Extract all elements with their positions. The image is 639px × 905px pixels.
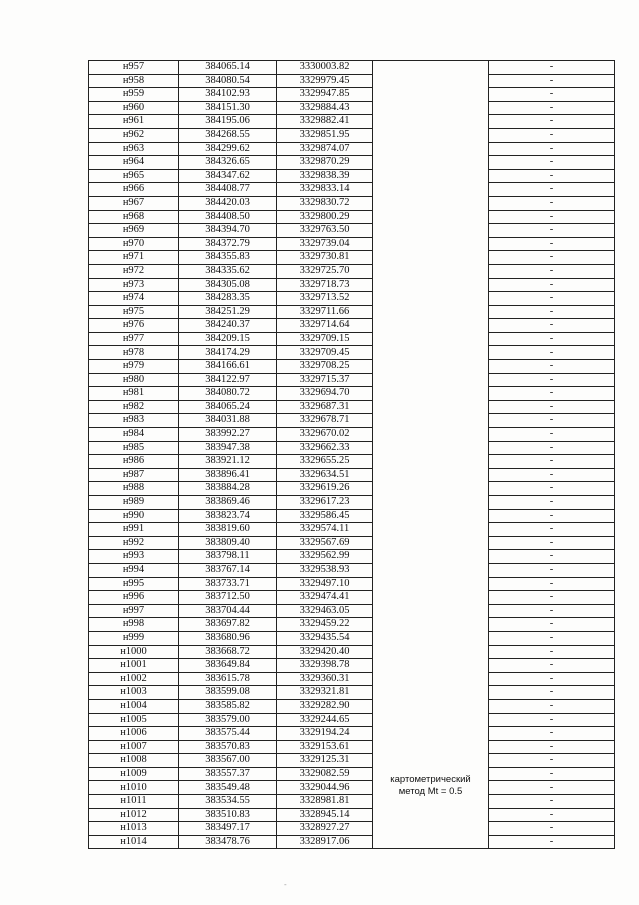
x-coordinate-cell: 384151.30 (179, 101, 277, 115)
table-row (89, 373, 615, 387)
point-name-cell: н996 (89, 591, 179, 605)
table-row (89, 659, 615, 673)
point-name-cell: н962 (89, 128, 179, 142)
point-name-cell: н998 (89, 618, 179, 632)
table-row (89, 346, 615, 360)
note-cell: - (489, 264, 615, 278)
y-coordinate-cell: 3329655.25 (277, 455, 373, 469)
note-cell: - (489, 591, 615, 605)
note-cell: - (489, 74, 615, 88)
y-coordinate-cell: 3329947.85 (277, 88, 373, 102)
note-cell: - (489, 577, 615, 591)
note-cell: - (489, 686, 615, 700)
x-coordinate-cell: 383819.60 (179, 523, 277, 537)
y-coordinate-cell: 3329833.14 (277, 183, 373, 197)
table-row (89, 74, 615, 88)
note-cell: - (489, 550, 615, 564)
note-cell: - (489, 292, 615, 306)
y-coordinate-cell: 3329884.43 (277, 101, 373, 115)
note-cell: - (489, 183, 615, 197)
point-name-cell: н966 (89, 183, 179, 197)
note-cell: - (489, 101, 615, 115)
table-row (89, 740, 615, 754)
y-coordinate-cell: 3329709.15 (277, 332, 373, 346)
note-cell: - (489, 224, 615, 238)
x-coordinate-cell: 383615.78 (179, 672, 277, 686)
table-row (89, 428, 615, 442)
x-coordinate-cell: 383798.11 (179, 550, 277, 564)
point-name-cell: н981 (89, 387, 179, 401)
point-name-cell: н984 (89, 428, 179, 442)
table-row (89, 61, 615, 75)
point-name-cell: н1004 (89, 699, 179, 713)
note-cell: - (489, 767, 615, 781)
x-coordinate-cell: 384195.06 (179, 115, 277, 129)
table-row (89, 264, 615, 278)
table-row (89, 631, 615, 645)
note-cell: - (489, 781, 615, 795)
table-row (89, 169, 615, 183)
point-name-cell: н959 (89, 88, 179, 102)
note-cell: - (489, 169, 615, 183)
x-coordinate-cell: 383823.74 (179, 509, 277, 523)
y-coordinate-cell: 3329730.81 (277, 251, 373, 265)
x-coordinate-cell: 383697.82 (179, 618, 277, 632)
point-name-cell: н990 (89, 509, 179, 523)
note-cell: - (489, 61, 615, 75)
note-cell: - (489, 332, 615, 346)
y-coordinate-cell: 3329870.29 (277, 156, 373, 170)
table-row (89, 237, 615, 251)
y-coordinate-cell: 3329715.37 (277, 373, 373, 387)
note-cell: - (489, 156, 615, 170)
table-row (89, 441, 615, 455)
table-row (89, 115, 615, 129)
note-cell: - (489, 373, 615, 387)
y-coordinate-cell: 3329586.45 (277, 509, 373, 523)
y-coordinate-cell: 3329678.71 (277, 414, 373, 428)
method-accuracy: метод Mt = 0.5 (398, 785, 463, 797)
note-cell: - (489, 631, 615, 645)
point-name-cell: н967 (89, 196, 179, 210)
point-name-cell: н987 (89, 468, 179, 482)
point-name-cell: н999 (89, 631, 179, 645)
y-coordinate-cell: 3329082.59 (277, 767, 373, 781)
note-cell: - (489, 360, 615, 374)
table-row (89, 754, 615, 768)
x-coordinate-cell: 384299.62 (179, 142, 277, 156)
x-coordinate-cell: 384355.83 (179, 251, 277, 265)
x-coordinate-cell: 383680.96 (179, 631, 277, 645)
note-cell: - (489, 645, 615, 659)
y-coordinate-cell: 3329713.52 (277, 292, 373, 306)
point-name-cell: н997 (89, 604, 179, 618)
note-cell: - (489, 618, 615, 632)
x-coordinate-cell: 383557.37 (179, 767, 277, 781)
y-coordinate-cell: 3329709.45 (277, 346, 373, 360)
table-row (89, 672, 615, 686)
y-coordinate-cell: 3329282.90 (277, 699, 373, 713)
point-name-cell: н995 (89, 577, 179, 591)
y-coordinate-cell: 3329714.64 (277, 319, 373, 333)
x-coordinate-cell: 383712.50 (179, 591, 277, 605)
x-coordinate-cell: 383549.48 (179, 781, 277, 795)
y-coordinate-cell: 3329459.22 (277, 618, 373, 632)
y-coordinate-cell: 3329979.45 (277, 74, 373, 88)
note-cell: - (489, 305, 615, 319)
x-coordinate-cell: 383575.44 (179, 727, 277, 741)
point-name-cell: н982 (89, 400, 179, 414)
x-coordinate-cell: 383570.83 (179, 740, 277, 754)
point-name-cell: н1000 (89, 645, 179, 659)
y-coordinate-cell: 3328927.27 (277, 822, 373, 836)
note-cell: - (489, 699, 615, 713)
y-coordinate-cell: 3329497.10 (277, 577, 373, 591)
point-name-cell: н968 (89, 210, 179, 224)
y-coordinate-cell: 3329851.95 (277, 128, 373, 142)
point-name-cell: н973 (89, 278, 179, 292)
point-name-cell: н1010 (89, 781, 179, 795)
point-name-cell: н964 (89, 156, 179, 170)
point-name-cell: н971 (89, 251, 179, 265)
y-coordinate-cell: 3329194.24 (277, 727, 373, 741)
x-coordinate-cell: 384326.65 (179, 156, 277, 170)
y-coordinate-cell: 3328945.14 (277, 808, 373, 822)
y-coordinate-cell: 3329321.81 (277, 686, 373, 700)
table-row (89, 496, 615, 510)
point-name-cell: н969 (89, 224, 179, 238)
y-coordinate-cell: 3329763.50 (277, 224, 373, 238)
y-coordinate-cell: 3329708.25 (277, 360, 373, 374)
table-row (89, 332, 615, 346)
note-cell: - (489, 536, 615, 550)
point-name-cell: н1014 (89, 835, 179, 849)
point-name-cell: н963 (89, 142, 179, 156)
note-cell: - (489, 115, 615, 129)
y-coordinate-cell: 3329838.39 (277, 169, 373, 183)
x-coordinate-cell: 384080.54 (179, 74, 277, 88)
point-name-cell: н1005 (89, 713, 179, 727)
note-cell: - (489, 482, 615, 496)
x-coordinate-cell: 384065.14 (179, 61, 277, 75)
table-row (89, 563, 615, 577)
point-name-cell: н958 (89, 74, 179, 88)
note-cell: - (489, 196, 615, 210)
x-coordinate-cell: 383510.83 (179, 808, 277, 822)
x-coordinate-cell: 384209.15 (179, 332, 277, 346)
note-cell: - (489, 400, 615, 414)
note-cell: - (489, 604, 615, 618)
y-coordinate-cell: 3329739.04 (277, 237, 373, 251)
table-row (89, 210, 615, 224)
table-row (89, 618, 615, 632)
note-cell: - (489, 319, 615, 333)
table-row (89, 319, 615, 333)
table-row (89, 360, 615, 374)
point-name-cell: н965 (89, 169, 179, 183)
table-row (89, 482, 615, 496)
y-coordinate-cell: 3329538.93 (277, 563, 373, 577)
x-coordinate-cell: 384394.70 (179, 224, 277, 238)
table-row (89, 686, 615, 700)
table-row (89, 292, 615, 306)
x-coordinate-cell: 383599.08 (179, 686, 277, 700)
x-coordinate-cell: 384420.03 (179, 196, 277, 210)
point-name-cell: н1013 (89, 822, 179, 836)
note-cell: - (489, 713, 615, 727)
y-coordinate-cell: 3329634.51 (277, 468, 373, 482)
point-name-cell: н975 (89, 305, 179, 319)
y-coordinate-cell: 3329662.33 (277, 441, 373, 455)
x-coordinate-cell: 384305.08 (179, 278, 277, 292)
note-cell: - (489, 251, 615, 265)
x-coordinate-cell: 384335.62 (179, 264, 277, 278)
x-coordinate-cell: 384102.93 (179, 88, 277, 102)
table-row (89, 196, 615, 210)
note-cell: - (489, 237, 615, 251)
point-name-cell: н970 (89, 237, 179, 251)
x-coordinate-cell: 383585.82 (179, 699, 277, 713)
point-name-cell: н989 (89, 496, 179, 510)
point-name-cell: н974 (89, 292, 179, 306)
note-cell: - (489, 727, 615, 741)
note-cell: - (489, 414, 615, 428)
x-coordinate-cell: 384251.29 (179, 305, 277, 319)
table-row (89, 713, 615, 727)
note-cell: - (489, 278, 615, 292)
note-cell: - (489, 88, 615, 102)
note-cell: - (489, 822, 615, 836)
y-coordinate-cell: 3329435.54 (277, 631, 373, 645)
note-cell: - (489, 835, 615, 849)
y-coordinate-cell: 3329830.72 (277, 196, 373, 210)
point-name-cell: н979 (89, 360, 179, 374)
method-cell (373, 61, 489, 849)
note-cell: - (489, 346, 615, 360)
note-cell: - (489, 128, 615, 142)
footer-mark: - (284, 880, 287, 889)
point-name-cell: н983 (89, 414, 179, 428)
table-row (89, 305, 615, 319)
y-coordinate-cell: 3329670.02 (277, 428, 373, 442)
x-coordinate-cell: 383649.84 (179, 659, 277, 673)
y-coordinate-cell: 3329718.73 (277, 278, 373, 292)
point-name-cell: н1011 (89, 795, 179, 809)
x-coordinate-cell: 383921.12 (179, 455, 277, 469)
table-row (89, 142, 615, 156)
y-coordinate-cell: 3329398.78 (277, 659, 373, 673)
y-coordinate-cell: 3329711.66 (277, 305, 373, 319)
point-name-cell: н972 (89, 264, 179, 278)
x-coordinate-cell: 384240.37 (179, 319, 277, 333)
x-coordinate-cell: 383567.00 (179, 754, 277, 768)
point-name-cell: н993 (89, 550, 179, 564)
note-cell: - (489, 210, 615, 224)
note-cell: - (489, 428, 615, 442)
point-name-cell: н985 (89, 441, 179, 455)
x-coordinate-cell: 384372.79 (179, 237, 277, 251)
point-name-cell: н1007 (89, 740, 179, 754)
table-row (89, 455, 615, 469)
table-row (89, 414, 615, 428)
point-name-cell: н986 (89, 455, 179, 469)
table-row (89, 128, 615, 142)
coordinates-table (88, 60, 615, 849)
table-row (89, 604, 615, 618)
note-cell: - (489, 740, 615, 754)
point-name-cell: н980 (89, 373, 179, 387)
table-row (89, 278, 615, 292)
method-text (373, 774, 488, 798)
note-cell: - (489, 509, 615, 523)
x-coordinate-cell: 384166.61 (179, 360, 277, 374)
note-cell: - (489, 754, 615, 768)
x-coordinate-cell: 383478.76 (179, 835, 277, 849)
x-coordinate-cell: 384347.62 (179, 169, 277, 183)
x-coordinate-cell: 383896.41 (179, 468, 277, 482)
x-coordinate-cell: 384031.88 (179, 414, 277, 428)
y-coordinate-cell: 3329562.99 (277, 550, 373, 564)
y-coordinate-cell: 3328917.06 (277, 835, 373, 849)
x-coordinate-cell: 384408.50 (179, 210, 277, 224)
point-name-cell: н1001 (89, 659, 179, 673)
table-row (89, 536, 615, 550)
note-cell: - (489, 496, 615, 510)
y-coordinate-cell: 3329420.40 (277, 645, 373, 659)
point-name-cell: н1009 (89, 767, 179, 781)
point-name-cell: н977 (89, 332, 179, 346)
y-coordinate-cell: 3329474.41 (277, 591, 373, 605)
point-name-cell: н961 (89, 115, 179, 129)
x-coordinate-cell: 383992.27 (179, 428, 277, 442)
table-row (89, 251, 615, 265)
table-row (89, 781, 615, 795)
point-name-cell: н1012 (89, 808, 179, 822)
y-coordinate-cell: 3329244.65 (277, 713, 373, 727)
note-cell: - (489, 142, 615, 156)
x-coordinate-cell: 383767.14 (179, 563, 277, 577)
table-row (89, 767, 615, 781)
y-coordinate-cell: 3329044.96 (277, 781, 373, 795)
note-cell: - (489, 455, 615, 469)
table-row (89, 101, 615, 115)
x-coordinate-cell: 383869.46 (179, 496, 277, 510)
table-row (89, 645, 615, 659)
y-coordinate-cell: 3328981.81 (277, 795, 373, 809)
x-coordinate-cell: 384080.72 (179, 387, 277, 401)
point-name-cell: н976 (89, 319, 179, 333)
note-cell: - (489, 795, 615, 809)
x-coordinate-cell: 383534.55 (179, 795, 277, 809)
x-coordinate-cell: 383497.17 (179, 822, 277, 836)
point-name-cell: н1006 (89, 727, 179, 741)
note-cell: - (489, 659, 615, 673)
y-coordinate-cell: 3329463.05 (277, 604, 373, 618)
coordinates-table-body (89, 61, 615, 849)
point-name-cell: н991 (89, 523, 179, 537)
table-row (89, 808, 615, 822)
table-row (89, 509, 615, 523)
y-coordinate-cell: 3329125.31 (277, 754, 373, 768)
y-coordinate-cell: 3329153.61 (277, 740, 373, 754)
note-cell: - (489, 441, 615, 455)
note-cell: - (489, 523, 615, 537)
y-coordinate-cell: 3329619.26 (277, 482, 373, 496)
table-row (89, 727, 615, 741)
y-coordinate-cell: 3329360.31 (277, 672, 373, 686)
y-coordinate-cell: 3330003.82 (277, 61, 373, 75)
y-coordinate-cell: 3329725.70 (277, 264, 373, 278)
table-row (89, 156, 615, 170)
table-row (89, 699, 615, 713)
y-coordinate-cell: 3329617.23 (277, 496, 373, 510)
table-row (89, 835, 615, 849)
table-row (89, 88, 615, 102)
table-row (89, 224, 615, 238)
method-label: картометрический (390, 774, 471, 785)
x-coordinate-cell: 383704.44 (179, 604, 277, 618)
table-row (89, 591, 615, 605)
point-name-cell: н1008 (89, 754, 179, 768)
x-coordinate-cell: 383668.72 (179, 645, 277, 659)
table-row (89, 387, 615, 401)
note-cell: - (489, 387, 615, 401)
x-coordinate-cell: 384122.97 (179, 373, 277, 387)
table-row (89, 400, 615, 414)
note-cell: - (489, 468, 615, 482)
x-coordinate-cell: 384268.55 (179, 128, 277, 142)
x-coordinate-cell: 383733.71 (179, 577, 277, 591)
y-coordinate-cell: 3329800.29 (277, 210, 373, 224)
point-name-cell: н1002 (89, 672, 179, 686)
point-name-cell: н988 (89, 482, 179, 496)
x-coordinate-cell: 383579.00 (179, 713, 277, 727)
y-coordinate-cell: 3329574.11 (277, 523, 373, 537)
x-coordinate-cell: 384065.24 (179, 400, 277, 414)
table-row (89, 183, 615, 197)
x-coordinate-cell: 383884.28 (179, 482, 277, 496)
point-name-cell: н960 (89, 101, 179, 115)
point-name-cell: н994 (89, 563, 179, 577)
table-row (89, 795, 615, 809)
y-coordinate-cell: 3329567.69 (277, 536, 373, 550)
y-coordinate-cell: 3329882.41 (277, 115, 373, 129)
x-coordinate-cell: 384174.29 (179, 346, 277, 360)
table-row (89, 550, 615, 564)
point-name-cell: н992 (89, 536, 179, 550)
table-row (89, 822, 615, 836)
x-coordinate-cell: 384283.35 (179, 292, 277, 306)
note-cell: - (489, 563, 615, 577)
table-row (89, 523, 615, 537)
note-cell: - (489, 808, 615, 822)
x-coordinate-cell: 384408.77 (179, 183, 277, 197)
note-cell: - (489, 672, 615, 686)
point-name-cell: н1003 (89, 686, 179, 700)
x-coordinate-cell: 383947.38 (179, 441, 277, 455)
table-row (89, 468, 615, 482)
y-coordinate-cell: 3329687.31 (277, 400, 373, 414)
table-row (89, 577, 615, 591)
point-name-cell: н957 (89, 61, 179, 75)
x-coordinate-cell: 383809.40 (179, 536, 277, 550)
y-coordinate-cell: 3329694.70 (277, 387, 373, 401)
y-coordinate-cell: 3329874.07 (277, 142, 373, 156)
point-name-cell: н978 (89, 346, 179, 360)
